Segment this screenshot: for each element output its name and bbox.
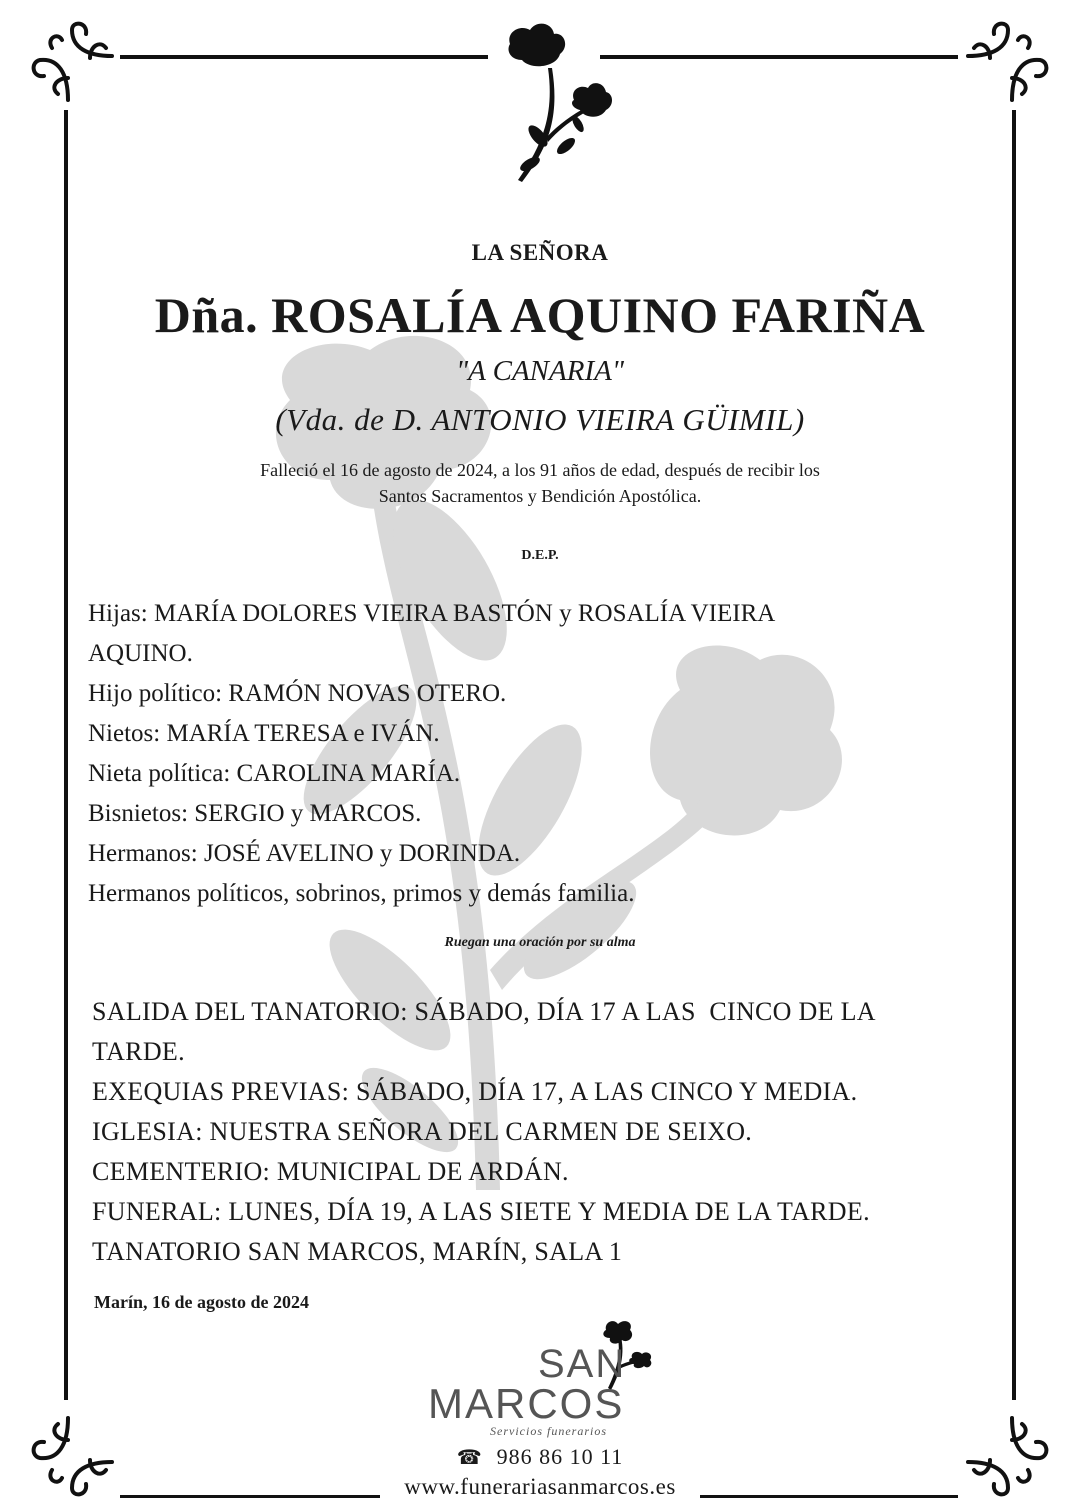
nickname: "A CANARIA" [456, 355, 624, 387]
phone-number: 986 86 10 11 [496, 1444, 624, 1469]
family-line: Nieta política: CAROLINA MARÍA. [88, 760, 461, 787]
family-line: Hijo político: RAMÓN NOVAS OTERO. [88, 680, 507, 707]
service-line: SALIDA DEL TANATORIO: SÁBADO, DÍA 17 A LAS CINCO DE LA [92, 997, 876, 1026]
website: www.funerariasanmarcos.es [404, 1474, 676, 1499]
phone-row [0, 1444, 1080, 1470]
title-label: LA SEÑORA [471, 240, 609, 265]
corner-ornament-top-right-icon [962, 18, 1052, 108]
family-line: Bisnietos: SERGIO y MARCOS. [88, 800, 422, 827]
family-list [88, 594, 908, 914]
place-date: Marín, 16 de agosto de 2024 [94, 1292, 309, 1312]
service-line: CEMENTERIO: MUNICIPAL DE ARDÁN. [92, 1157, 569, 1186]
deceased-name: Dña. ROSALÍA AQUINO FARIÑA [154, 287, 926, 343]
logo-san: SAN [538, 1342, 627, 1386]
funeral-home-logo [420, 1318, 670, 1438]
frame-top-left [120, 55, 488, 59]
dep-text: D.E.P. [521, 548, 559, 563]
telephone-icon: ☎ [456, 1445, 483, 1469]
service-line: EXEQUIAS PREVIAS: SÁBADO, DÍA 17, A LAS CINCO Y MEDIA. [92, 1077, 858, 1106]
logo-tagline: Servicios funerarios [490, 1424, 607, 1438]
frame-top-right [600, 55, 958, 59]
family-line: Hijas: MARÍA DOLORES VIEIRA BASTÓN y ROSALÍA VIEIRA [88, 600, 776, 627]
logo-marcos: MARCOS [428, 1380, 625, 1427]
death-notice-line-1: Falleció el 16 de agosto de 2024, a los 91 años de edad, después de recibir los [260, 460, 820, 480]
family-line: Nietos: MARÍA TERESA e IVÁN. [88, 720, 440, 747]
corner-ornament-top-left-icon [28, 18, 118, 108]
family-line: Hermanos: JOSÉ AVELINO y DORINDA. [88, 840, 521, 867]
service-line: FUNERAL: LUNES, DÍA 19, A LAS SIETE Y MEDIA DE LA TARDE. [92, 1197, 870, 1226]
family-line: AQUINO. [88, 640, 193, 667]
service-line: IGLESIA: NUESTRA SEÑORA DEL CARMEN DE SEIXO. [92, 1117, 753, 1146]
death-notice-line-2: Santos Sacramentos y Bendición Apostólica. [378, 486, 702, 506]
flower-top-icon [500, 18, 620, 188]
service-line: TARDE. [92, 1037, 185, 1066]
widow-of: (Vda. de D. ANTONIO VIEIRA GÜIMIL) [275, 402, 805, 437]
family-line: Hermanos políticos, sobrinos, primos y demás familia. [88, 880, 635, 907]
prayer-text: Ruegan una oración por su alma [444, 935, 636, 950]
service-list [92, 992, 982, 1272]
service-line: TANATORIO SAN MARCOS, MARÍN, SALA 1 [92, 1237, 623, 1266]
